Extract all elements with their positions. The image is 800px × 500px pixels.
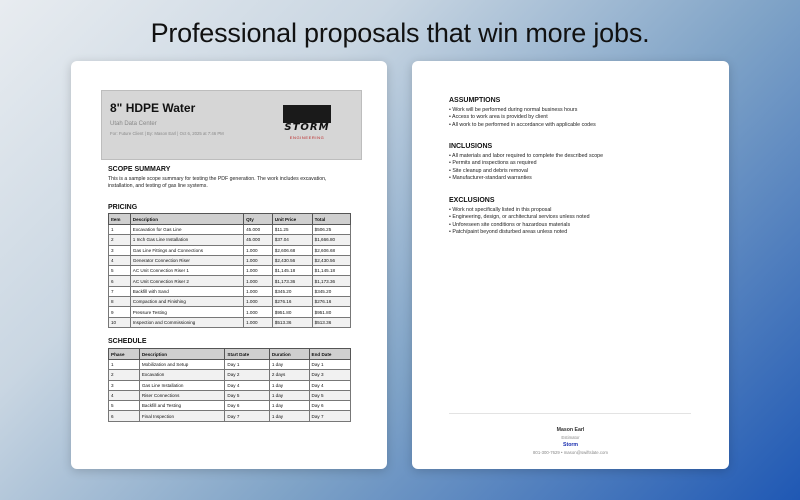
list-item: • Work will be performed during normal business hours [449,107,578,113]
pricing-cell: Gas Line Fittings and Connections [130,245,243,255]
list-item: • All materials and labor required to complete the described scope [449,153,604,159]
pricing-cell: 10 [109,317,131,327]
pricing-cell: 5 [109,266,131,276]
pricing-cell: 1.000 [244,286,273,296]
company-logo [283,105,331,145]
schedule-cell: Day 7 [309,411,350,421]
pricing-header-cell: Qty [244,214,273,225]
assumptions-list [449,107,596,129]
pricing-cell: $2,606.68 [272,245,312,255]
schedule-cell: Day 7 [225,411,269,421]
pricing-header-cell: Item [109,214,131,225]
list-item: • Site cleanup and debris removal [449,167,528,174]
schedule-title: SCHEDULE [108,338,147,345]
pricing-cell: 4 [109,255,131,265]
pricing-header-cell: Description [130,214,243,225]
pricing-cell: $37.04 [272,235,312,245]
footer-role: Estimator [561,435,580,440]
pricing-cell: Pressure Testing [130,307,243,317]
pricing-cell: 2 [109,235,131,245]
pricing-cell: 1.000 [244,307,273,317]
pricing-cell: $513.36 [312,317,350,327]
schedule-cell: 2 [109,370,140,380]
inclusions-list [449,153,603,182]
headline: Professional proposals that win more jobs. [150,18,650,48]
pricing-cell: $951.80 [312,307,350,317]
schedule-cell: Day 1 [225,360,269,370]
pricing-cell: $1,145.18 [272,266,312,276]
table-row [109,266,351,276]
list-item: • Permits and inspections as required [449,160,537,167]
list-item: • Manufacturer-standard warranties [449,174,532,181]
table-row [109,370,351,380]
proposal-header-banner [101,90,362,160]
table-row [109,307,351,317]
list-item: • Patch/paint beyond disturbed areas unless noted [449,228,568,235]
pricing-cell: $506.25 [312,225,350,235]
schedule-cell: Backfill and Testing [139,401,225,411]
schedule-cell: 4 [109,390,140,400]
pricing-cell: $276.16 [312,297,350,307]
schedule-cell: 1 day [269,380,309,390]
schedule-table [108,348,351,422]
pricing-cell: $1,173.36 [272,276,312,286]
exclusions-list [449,207,590,236]
pricing-cell: Excavation for Gas Line [130,225,243,235]
pricing-cell: $345.20 [312,286,350,296]
proposal-subtitle: Utah Data Center [110,121,157,127]
scope-summary-title: SCOPE SUMMARY [108,166,171,173]
pricing-cell: $2,430.56 [272,255,312,265]
proposal-page-1 [71,61,387,469]
schedule-cell: 1 day [269,360,309,370]
pricing-cell: $1,666.80 [312,235,350,245]
pricing-header-cell: Unit Price [272,214,312,225]
footer-contact: 801-300-7629 • mason@swiftslate.com [533,450,608,455]
pricing-cell: AC Unit Connection Riser 1 [130,266,243,276]
schedule-header-cell: Description [139,349,225,360]
pricing-table [108,213,351,328]
table-row [109,390,351,400]
pricing-cell: $276.16 [272,297,312,307]
pricing-title: PRICING [108,204,138,211]
pricing-cell: 8 [109,297,131,307]
schedule-cell: 3 [109,380,140,390]
schedule-cell: Gas Line Installation [139,380,225,390]
pricing-cell: $1,173.36 [312,276,350,286]
schedule-header-cell: Start Date [225,349,269,360]
table-row [109,286,351,296]
schedule-cell: 6 [109,411,140,421]
schedule-cell: Day 1 [309,360,350,370]
list-item: • Engineering, design, or architectural services unless noted [449,214,590,221]
list-item: • Work not specifically listed in this proposal [449,207,552,213]
table-row [109,255,351,265]
pricing-cell: 1.000 [244,276,273,286]
pricing-cell: 1.000 [244,317,273,327]
schedule-cell: Day 4 [225,380,269,390]
logo-subtext: ENGINEERING [289,135,325,140]
schedule-cell: 1 [109,360,140,370]
schedule-cell: 1 day [269,390,309,400]
schedule-cell: 1 day [269,411,309,421]
footer-name: Mason Earl [556,427,585,433]
schedule-header-cell: Duration [269,349,309,360]
pricing-cell: 1 [109,225,131,235]
pricing-cell: 1.000 [244,297,273,307]
schedule-cell: Mobilization and Setup [139,360,225,370]
proposal-meta: For: Future Client | By: Mason Earl | Oct 6, 2025 at 7:46 PM [110,131,224,136]
schedule-cell: Day 4 [309,380,350,390]
footer-divider [449,413,691,414]
schedule-cell: Day 6 [225,401,269,411]
schedule-cell: Final Inspection [139,411,225,421]
schedule-cell: Day 3 [309,370,350,380]
schedule-cell: Day 5 [225,390,269,400]
table-row [109,380,351,390]
schedule-cell: 2 days [269,370,309,380]
schedule-cell: Excavation [139,370,225,380]
pricing-cell: 1 Inch Gas Line Installation [130,235,243,245]
pricing-cell: 9 [109,307,131,317]
pricing-cell: $11.25 [272,225,312,235]
logo-block [283,105,331,123]
list-item: • Unforeseen site conditions or hazardous materials [449,221,571,228]
pricing-cell: Compaction and Finishing [130,297,243,307]
list-item: • All work to be performed in accordance with applicable codes [449,121,596,128]
assumptions-title: ASSUMPTIONS [449,97,501,104]
logo-word: STORM [284,122,330,133]
inclusions-title: INCLUSIONS [449,143,493,150]
pricing-cell: 45.000 [244,225,273,235]
pricing-cell: $951.80 [272,307,312,317]
schedule-cell: Riser Connections [139,390,225,400]
pricing-cell: 6 [109,276,131,286]
footer-company: Storm [563,442,578,448]
proposal-page-2 [412,61,729,469]
pricing-cell: Generator Connection Riser [130,255,243,265]
pricing-cell: $345.20 [272,286,312,296]
schedule-cell: Day 5 [309,390,350,400]
table-row [109,360,351,370]
schedule-header-cell: End Date [309,349,350,360]
pricing-cell: 45.000 [244,235,273,245]
pricing-cell: AC Unit Connection Riser 2 [130,276,243,286]
list-item: • Access to work area is provided by client [449,114,548,121]
pricing-cell: 1.000 [244,245,273,255]
proposal-title: 8" HDPE Water [110,101,196,115]
table-row [109,225,351,235]
pricing-cell: $1,145.18 [312,266,350,276]
table-row [109,317,351,327]
pricing-cell: 1.000 [244,255,273,265]
table-row [109,411,351,421]
table-row [109,245,351,255]
scope-summary-text: This is a sample scope summary for testing the PDF generation. The work includes excavation, installation, and testing of gas line systems. [108,176,327,189]
pricing-cell: $513.36 [272,317,312,327]
schedule-cell: 5 [109,401,140,411]
pricing-cell: 1.000 [244,266,273,276]
table-row [109,276,351,286]
pricing-cell: $2,430.56 [312,255,350,265]
table-row [109,235,351,245]
exclusions-title: EXCLUSIONS [449,197,495,204]
schedule-header-cell: Phase [109,349,140,360]
pricing-cell: Inspection and Commissioning [130,317,243,327]
pricing-cell: $2,606.68 [312,245,350,255]
table-row [109,297,351,307]
pricing-cell: 3 [109,245,131,255]
pricing-cell: 7 [109,286,131,296]
pricing-header-cell: Total [312,214,350,225]
schedule-cell: Day 6 [309,401,350,411]
pricing-cell: Backfill with Sand [130,286,243,296]
schedule-cell: Day 2 [225,370,269,380]
table-row [109,401,351,411]
schedule-cell: 1 day [269,401,309,411]
